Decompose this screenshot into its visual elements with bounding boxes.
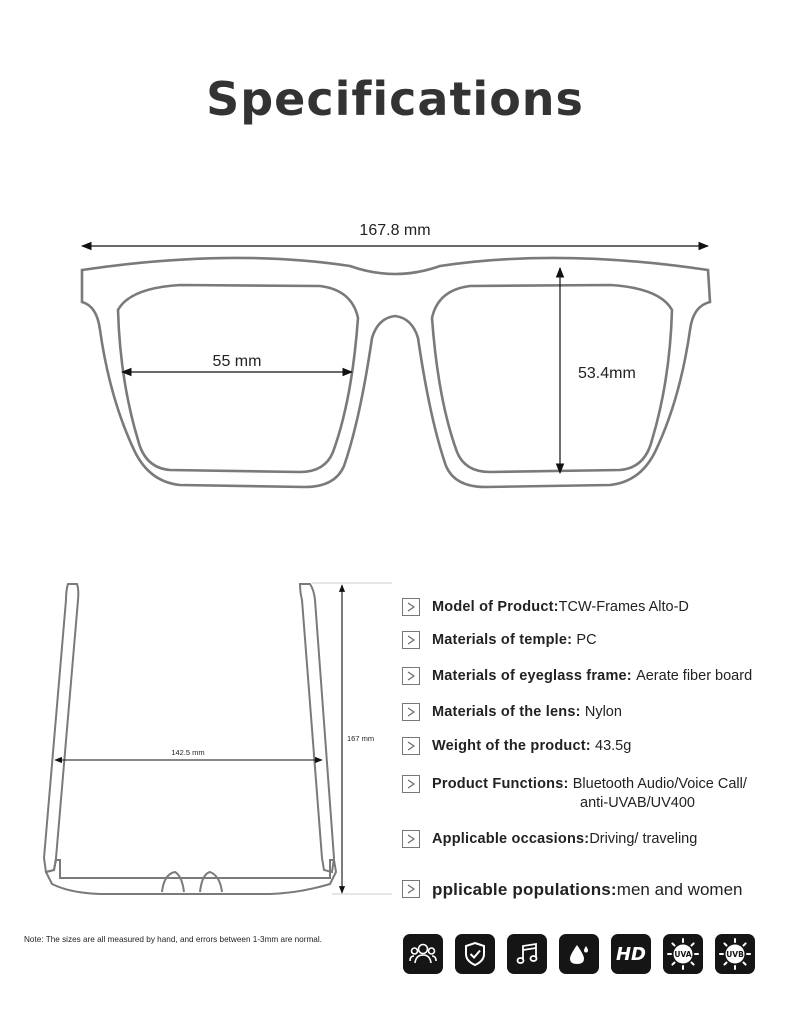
spec-weight: [402, 737, 631, 756]
top-frame: [44, 584, 336, 894]
sun-uvb-icon: [715, 934, 755, 974]
temple-length-label: 167 mm: [347, 734, 375, 743]
lens-width-label: 55 mm: [212, 353, 262, 370]
chevron-right-icon: [402, 667, 420, 685]
hd-icon: [611, 934, 651, 974]
sun-uva-icon: [663, 934, 703, 974]
spec-value: Nylon: [584, 704, 622, 720]
chevron-right-icon: [402, 830, 420, 848]
chevron-right-icon: [402, 598, 420, 616]
music-note-icon: [507, 934, 547, 974]
spec-label: Product Functions:: [432, 776, 573, 792]
spec-occasions: [402, 830, 697, 849]
chevron-right-icon: [402, 775, 420, 793]
spec-label: Materials of the lens:: [432, 704, 585, 720]
chevron-right-icon: [402, 631, 420, 649]
spec-lens-material: [402, 703, 622, 722]
spec-temple-material: [402, 631, 597, 650]
chevron-right-icon: [402, 703, 420, 721]
spec-value: Driving/ traveling: [589, 831, 698, 847]
spec-value: 43.5g: [595, 738, 632, 754]
spec-value: Aerate fiber board: [636, 668, 753, 684]
spec-label: Materials of eyeglass frame:: [432, 668, 637, 684]
lens-height-label: 53.4mm: [578, 365, 636, 382]
chevron-right-icon: [402, 880, 420, 898]
spec-value: Bluetooth Audio/Voice Call/: [572, 776, 747, 792]
spec-label: Model of Product:: [432, 599, 559, 615]
page-title: Specifications: [206, 72, 584, 126]
people-icon: [403, 934, 443, 974]
spec-functions: [402, 775, 747, 813]
uva-icon-text: UVA: [674, 950, 692, 959]
spec-value-continued: anti-UVAB/UV400: [580, 795, 695, 811]
hd-icon-text: HD: [615, 943, 646, 965]
spec-value: TCW-Frames Alto-D: [558, 599, 689, 615]
spec-populations: [402, 880, 742, 899]
spec-label: Materials of temple:: [432, 632, 577, 648]
measurement-note: Note: The sizes are all measured by hand, and errors between 1-3mm are normal.: [24, 935, 322, 944]
spec-label: Weight of the product:: [432, 738, 596, 754]
spec-label: pplicable populations:: [432, 880, 617, 899]
spec-frame-material: [402, 667, 752, 686]
shield-check-icon: [455, 934, 495, 974]
spec-label: Applicable occasions:: [432, 831, 590, 847]
spec-model: [402, 598, 689, 617]
feature-icon-row: [403, 934, 755, 974]
temple-span-label: 142.5 mm: [171, 748, 205, 757]
spec-value: PC: [576, 632, 597, 648]
total-width-label: 167.8 mm: [359, 222, 431, 239]
chevron-right-icon: [402, 737, 420, 755]
uvb-icon-text: UVB: [726, 950, 744, 959]
water-drop-icon: [559, 934, 599, 974]
spec-value: men and women: [616, 880, 743, 899]
